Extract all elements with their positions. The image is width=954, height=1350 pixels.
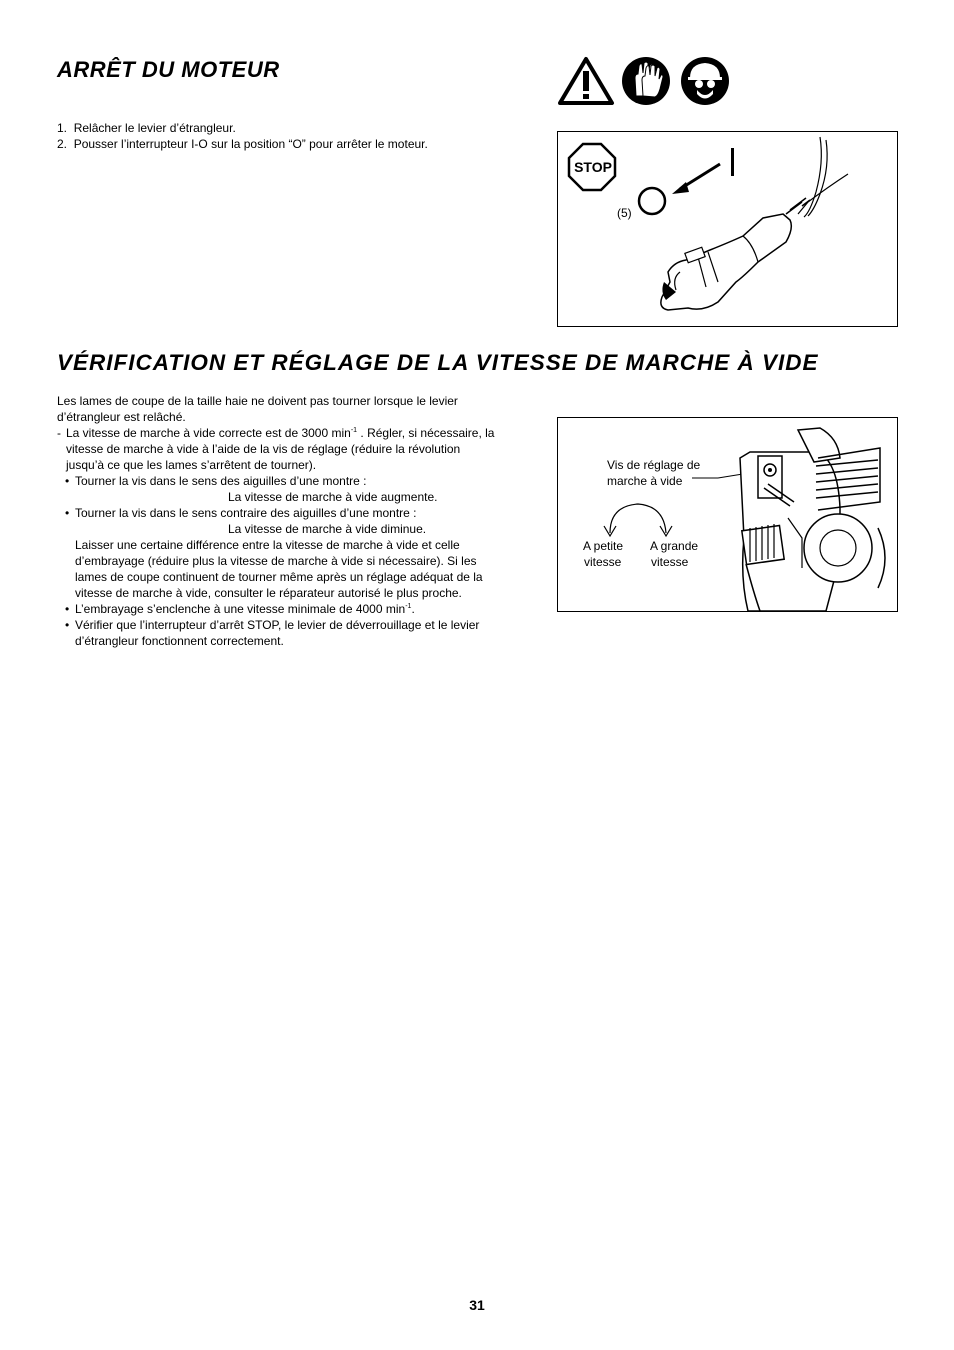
screw-label-line-1: Vis de réglage de bbox=[607, 458, 701, 472]
paragraph-line-2: d’embrayage (réduire plus la vitesse de marche à vide si nécessaire). Si les bbox=[75, 554, 477, 568]
unit-superscript: -1 bbox=[350, 427, 358, 434]
stop-figure bbox=[557, 131, 898, 327]
bullet-3-marker: • bbox=[65, 602, 70, 616]
unit-superscript: -1 bbox=[405, 603, 412, 610]
bullet-3-text bbox=[75, 601, 415, 617]
idle-adjust-figure bbox=[557, 417, 898, 612]
clutch-text-end: . bbox=[411, 602, 415, 616]
step-2 bbox=[57, 136, 428, 152]
section-title-stop: ARRÊT DU MOTEUR bbox=[57, 57, 280, 82]
idle-speed-text: La vitesse de marche à vide correcte est de 3000 min bbox=[66, 426, 351, 440]
gloves-icon bbox=[621, 56, 671, 106]
step-number: 1. bbox=[57, 121, 68, 135]
step-text: Pousser l’interrupteur I-O sur la position “O” pour arrêter le moteur. bbox=[73, 137, 428, 151]
bullet-2-text: Tourner la vis dans le sens contraire des aiguilles d’une montre : bbox=[75, 506, 417, 520]
helmet-mask-icon bbox=[680, 56, 730, 106]
stop-sign-label: STOP bbox=[574, 159, 612, 175]
idle-speed-line-1 bbox=[66, 425, 494, 441]
step-text: Relâcher le levier d’étrangleur. bbox=[73, 121, 236, 135]
step-number: 2. bbox=[57, 137, 68, 151]
section-title-idle: VÉRIFICATION ET RÉGLAGE DE LA VITESSE DE MARCHE À VIDE bbox=[57, 350, 819, 375]
low-speed-label-1: A petite bbox=[583, 539, 624, 553]
callout-5: (5) bbox=[617, 206, 632, 220]
clutch-text: L’embrayage s’enclenche à une vitesse minimale de 4000 min bbox=[75, 602, 406, 616]
idle-speed-line-3: jusqu’à ce que les lames s’arrêtent de tourner). bbox=[66, 458, 317, 472]
bullet-2-marker: • bbox=[65, 506, 70, 520]
paragraph-line-3: lames de coupe continuent de tourner même après un réglage adéquat de la bbox=[75, 570, 483, 584]
bullet-4-marker: • bbox=[65, 618, 70, 632]
paragraph-line-1: Laisser une certaine différence entre la vitesse de marche à vide et celle bbox=[75, 538, 460, 552]
high-speed-label-2: vitesse bbox=[651, 555, 689, 569]
step-1 bbox=[57, 120, 236, 136]
low-speed-label-2: vitesse bbox=[584, 555, 622, 569]
idle-speed-text-cont: . Régler, si nécessaire, la bbox=[357, 426, 495, 440]
dash-marker: - bbox=[57, 426, 61, 440]
bullet-4-line-2: d’étrangleur fonctionnent correctement. bbox=[75, 634, 284, 648]
page-number: 31 bbox=[469, 1297, 485, 1313]
bullet-4-line-1: Vérifier que l’interrupteur d’arrêt STOP, le levier de déverrouillage et le levier bbox=[75, 618, 480, 632]
intro-line-2: d’étrangleur est relâché. bbox=[57, 410, 186, 424]
high-speed-label-1: A grande bbox=[650, 539, 699, 553]
intro-line-1: Les lames de coupe de la taille haie ne doivent pas tourner lorsque le levier bbox=[57, 394, 458, 408]
warning-triangle-icon bbox=[557, 56, 615, 106]
bullet-1-result: La vitesse de marche à vide augmente. bbox=[228, 490, 438, 504]
bullet-1-text: Tourner la vis dans le sens des aiguilles d’une montre : bbox=[75, 474, 367, 488]
bullet-1-marker: • bbox=[65, 474, 70, 488]
carburetor-illustration bbox=[558, 418, 897, 611]
idle-speed-line-2: vitesse de marche à vide à l’aide de la vis de réglage (réduire la révolution bbox=[66, 442, 461, 456]
screw-label-line-2: marche à vide bbox=[607, 474, 683, 488]
bullet-2-result: La vitesse de marche à vide diminue. bbox=[228, 522, 427, 536]
paragraph-line-4: vitesse de marche à vide, consulter le réparateur autorisé le plus proche. bbox=[75, 586, 462, 600]
